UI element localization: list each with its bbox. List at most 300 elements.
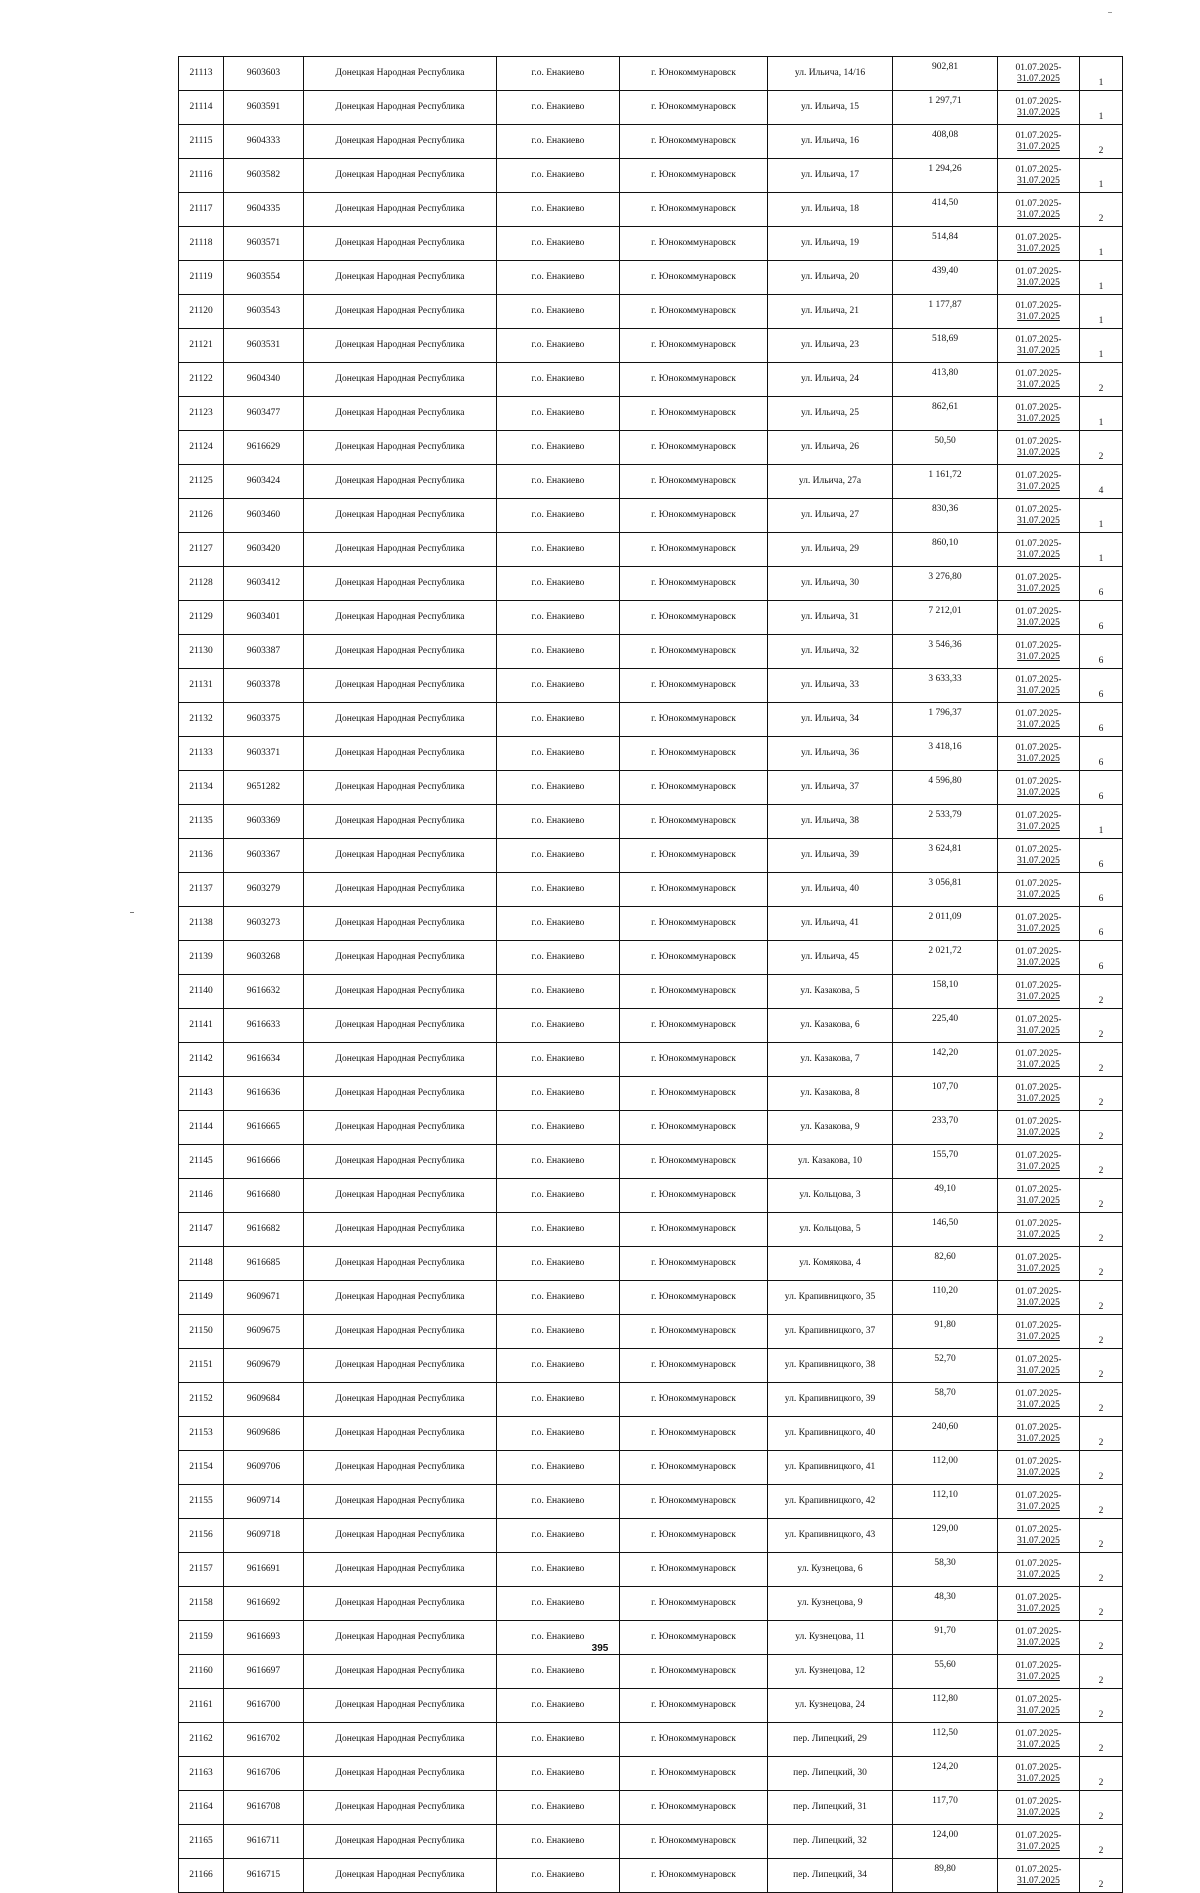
period-end: 31.07.2025 — [1017, 923, 1060, 934]
count-cell: 6 — [1080, 839, 1123, 873]
row-number-cell: 21131 — [179, 669, 224, 703]
period-end: 31.07.2025 — [1017, 1025, 1060, 1036]
row-number-cell: 21124 — [179, 431, 224, 465]
row-number-cell: 21133 — [179, 737, 224, 771]
period-cell — [998, 1451, 1080, 1485]
address-cell: ул. Ильича, 24 — [768, 363, 893, 397]
object-code-cell: 9603279 — [224, 873, 304, 907]
count-cell: 2 — [1080, 1281, 1123, 1315]
city-cell: г. Юнокоммунаровск — [620, 1791, 768, 1825]
object-code-cell: 9603420 — [224, 533, 304, 567]
row-number-cell: 21116 — [179, 159, 224, 193]
period-end: 31.07.2025 — [1017, 379, 1060, 390]
table-row — [179, 635, 1123, 669]
period-start: 01.07.2025- — [1015, 947, 1062, 957]
area-cell: 117,70 — [893, 1791, 998, 1825]
object-code-cell: 9604335 — [224, 193, 304, 227]
count-cell: 2 — [1080, 1077, 1123, 1111]
address-cell: ул. Крапивницкого, 42 — [768, 1485, 893, 1519]
table-row — [179, 805, 1123, 839]
table-row — [179, 1043, 1123, 1077]
period-start: 01.07.2025- — [1015, 539, 1062, 549]
district-cell: г.о. Енакиево — [497, 1009, 620, 1043]
period-cell — [998, 873, 1080, 907]
period-cell — [998, 91, 1080, 125]
address-cell: пер. Липецкий, 30 — [768, 1757, 893, 1791]
count-cell: 2 — [1080, 431, 1123, 465]
region-cell: Донецкая Народная Республика — [304, 1315, 497, 1349]
period-cell — [998, 431, 1080, 465]
period-cell — [998, 261, 1080, 295]
address-cell: ул. Крапивницкого, 43 — [768, 1519, 893, 1553]
count-cell: 2 — [1080, 125, 1123, 159]
period-cell — [998, 57, 1080, 91]
address-cell: ул. Казакова, 8 — [768, 1077, 893, 1111]
area-cell: 124,00 — [893, 1825, 998, 1859]
table-row — [179, 193, 1123, 227]
period-start: 01.07.2025- — [1015, 505, 1062, 515]
period-cell — [998, 363, 1080, 397]
district-cell: г.о. Енакиево — [497, 941, 620, 975]
city-cell: г. Юнокоммунаровск — [620, 125, 768, 159]
period-cell — [998, 1757, 1080, 1791]
period-end: 31.07.2025 — [1017, 1365, 1060, 1376]
period-cell — [998, 1859, 1080, 1893]
period-start: 01.07.2025- — [1015, 335, 1062, 345]
city-cell: г. Юнокоммунаровск — [620, 1111, 768, 1145]
district-cell: г.о. Енакиево — [497, 1859, 620, 1893]
city-cell: г. Юнокоммунаровск — [620, 91, 768, 125]
area-cell: 112,00 — [893, 1451, 998, 1485]
area-cell: 142,20 — [893, 1043, 998, 1077]
city-cell: г. Юнокоммунаровск — [620, 1859, 768, 1893]
object-code-cell: 9616680 — [224, 1179, 304, 1213]
area-cell: 1 294,26 — [893, 159, 998, 193]
period-start: 01.07.2025- — [1015, 1525, 1062, 1535]
city-cell: г. Юнокоммунаровск — [620, 465, 768, 499]
city-cell: г. Юнокоммунаровск — [620, 771, 768, 805]
area-cell: 233,70 — [893, 1111, 998, 1145]
count-cell: 2 — [1080, 1213, 1123, 1247]
count-cell: 6 — [1080, 737, 1123, 771]
city-cell: г. Юнокоммунаровск — [620, 1247, 768, 1281]
region-cell: Донецкая Народная Республика — [304, 601, 497, 635]
object-code-cell: 9616691 — [224, 1553, 304, 1587]
row-number-cell: 21149 — [179, 1281, 224, 1315]
row-number-cell: 21123 — [179, 397, 224, 431]
period-end: 31.07.2025 — [1017, 1739, 1060, 1750]
city-cell: г. Юнокоммунаровск — [620, 567, 768, 601]
area-cell: 7 212,01 — [893, 601, 998, 635]
period-cell — [998, 295, 1080, 329]
address-cell: ул. Ильича, 41 — [768, 907, 893, 941]
period-cell — [998, 1009, 1080, 1043]
scan-mark — [130, 912, 134, 913]
count-cell: 2 — [1080, 1349, 1123, 1383]
district-cell: г.о. Енакиево — [497, 295, 620, 329]
object-code-cell: 9609706 — [224, 1451, 304, 1485]
district-cell: г.о. Енакиево — [497, 1553, 620, 1587]
address-cell: ул. Крапивницкого, 38 — [768, 1349, 893, 1383]
period-cell — [998, 465, 1080, 499]
address-cell: ул. Ильича, 21 — [768, 295, 893, 329]
address-cell: ул. Ильича, 26 — [768, 431, 893, 465]
region-cell: Донецкая Народная Республика — [304, 533, 497, 567]
object-code-cell: 9603424 — [224, 465, 304, 499]
district-cell: г.о. Енакиево — [497, 193, 620, 227]
table-row — [179, 1077, 1123, 1111]
table-row — [179, 1179, 1123, 1213]
area-cell: 3 633,33 — [893, 669, 998, 703]
row-number-cell: 21152 — [179, 1383, 224, 1417]
period-cell — [998, 1383, 1080, 1417]
city-cell: г. Юнокоммунаровск — [620, 363, 768, 397]
period-end: 31.07.2025 — [1017, 685, 1060, 696]
table-row — [179, 1349, 1123, 1383]
count-cell: 1 — [1080, 159, 1123, 193]
region-cell: Донецкая Народная Республика — [304, 669, 497, 703]
object-code-cell: 9603268 — [224, 941, 304, 975]
object-code-cell: 9603367 — [224, 839, 304, 873]
period-start: 01.07.2025- — [1015, 63, 1062, 73]
row-number-cell: 21147 — [179, 1213, 224, 1247]
address-cell: ул. Ильича, 14/16 — [768, 57, 893, 91]
object-code-cell: 9603554 — [224, 261, 304, 295]
table-row — [179, 669, 1123, 703]
period-end: 31.07.2025 — [1017, 175, 1060, 186]
address-cell: ул. Крапивницкого, 41 — [768, 1451, 893, 1485]
object-code-cell: 9609718 — [224, 1519, 304, 1553]
row-number-cell: 21129 — [179, 601, 224, 635]
row-number-cell: 21146 — [179, 1179, 224, 1213]
period-end: 31.07.2025 — [1017, 1399, 1060, 1410]
period-end: 31.07.2025 — [1017, 209, 1060, 220]
table-row — [179, 397, 1123, 431]
area-cell: 3 056,81 — [893, 873, 998, 907]
period-start: 01.07.2025- — [1015, 97, 1062, 107]
object-code-cell: 9603412 — [224, 567, 304, 601]
table-row — [179, 159, 1123, 193]
count-cell: 2 — [1080, 1417, 1123, 1451]
count-cell: 2 — [1080, 1179, 1123, 1213]
period-cell — [998, 1587, 1080, 1621]
address-cell: ул. Ильича, 36 — [768, 737, 893, 771]
count-cell: 2 — [1080, 1315, 1123, 1349]
table-row — [179, 295, 1123, 329]
region-cell: Донецкая Народная Республика — [304, 1281, 497, 1315]
period-end: 31.07.2025 — [1017, 107, 1060, 118]
period-end: 31.07.2025 — [1017, 345, 1060, 356]
address-cell: ул. Ильича, 17 — [768, 159, 893, 193]
row-number-cell: 21153 — [179, 1417, 224, 1451]
period-start: 01.07.2025- — [1015, 233, 1062, 243]
period-end: 31.07.2025 — [1017, 1297, 1060, 1308]
period-end: 31.07.2025 — [1017, 821, 1060, 832]
city-cell: г. Юнокоммунаровск — [620, 1451, 768, 1485]
city-cell: г. Юнокоммунаровск — [620, 329, 768, 363]
area-cell: 3 276,80 — [893, 567, 998, 601]
area-cell: 91,70 — [893, 1621, 998, 1655]
period-start: 01.07.2025- — [1015, 1015, 1062, 1025]
object-code-cell: 9604340 — [224, 363, 304, 397]
area-cell: 107,70 — [893, 1077, 998, 1111]
object-code-cell: 9603460 — [224, 499, 304, 533]
object-code-cell: 9616706 — [224, 1757, 304, 1791]
period-start: 01.07.2025- — [1015, 1661, 1062, 1671]
region-cell: Донецкая Народная Республика — [304, 907, 497, 941]
period-start: 01.07.2025- — [1015, 845, 1062, 855]
address-cell: ул. Ильича, 31 — [768, 601, 893, 635]
region-cell: Донецкая Народная Республика — [304, 1587, 497, 1621]
object-code-cell: 9616633 — [224, 1009, 304, 1043]
region-cell: Донецкая Народная Республика — [304, 1145, 497, 1179]
count-cell: 2 — [1080, 1451, 1123, 1485]
region-cell: Донецкая Народная Республика — [304, 1723, 497, 1757]
row-number-cell: 21132 — [179, 703, 224, 737]
object-code-cell: 9616692 — [224, 1587, 304, 1621]
address-cell: пер. Липецкий, 32 — [768, 1825, 893, 1859]
period-cell — [998, 1043, 1080, 1077]
object-code-cell: 9603571 — [224, 227, 304, 261]
region-cell: Донецкая Народная Республика — [304, 1791, 497, 1825]
period-cell — [998, 1111, 1080, 1145]
area-cell: 129,00 — [893, 1519, 998, 1553]
address-cell: ул. Кузнецова, 24 — [768, 1689, 893, 1723]
area-cell: 112,80 — [893, 1689, 998, 1723]
table-row — [179, 703, 1123, 737]
region-cell: Донецкая Народная Республика — [304, 397, 497, 431]
row-number-cell: 21164 — [179, 1791, 224, 1825]
period-end: 31.07.2025 — [1017, 1705, 1060, 1716]
region-cell: Донецкая Народная Республика — [304, 363, 497, 397]
period-end: 31.07.2025 — [1017, 617, 1060, 628]
area-cell: 860,10 — [893, 533, 998, 567]
address-cell: ул. Кузнецова, 6 — [768, 1553, 893, 1587]
row-number-cell: 21140 — [179, 975, 224, 1009]
table-row — [179, 57, 1123, 91]
row-number-cell: 21161 — [179, 1689, 224, 1723]
table-row — [179, 1519, 1123, 1553]
area-cell: 4 596,80 — [893, 771, 998, 805]
period-end: 31.07.2025 — [1017, 1773, 1060, 1784]
area-cell: 50,50 — [893, 431, 998, 465]
period-cell — [998, 1315, 1080, 1349]
row-number-cell: 21163 — [179, 1757, 224, 1791]
count-cell: 2 — [1080, 1553, 1123, 1587]
address-cell: пер. Липецкий, 31 — [768, 1791, 893, 1825]
address-cell: ул. Крапивницкого, 37 — [768, 1315, 893, 1349]
area-cell: 240,60 — [893, 1417, 998, 1451]
district-cell: г.о. Енакиево — [497, 737, 620, 771]
district-cell: г.о. Енакиево — [497, 1417, 620, 1451]
count-cell: 6 — [1080, 669, 1123, 703]
district-cell: г.о. Енакиево — [497, 1383, 620, 1417]
object-code-cell: 9609675 — [224, 1315, 304, 1349]
region-cell: Донецкая Народная Республика — [304, 1655, 497, 1689]
registry-sheet — [178, 56, 1123, 1893]
period-end: 31.07.2025 — [1017, 651, 1060, 662]
row-number-cell: 21158 — [179, 1587, 224, 1621]
object-code-cell: 9603378 — [224, 669, 304, 703]
period-start: 01.07.2025- — [1015, 1151, 1062, 1161]
object-code-cell: 9609686 — [224, 1417, 304, 1451]
period-end: 31.07.2025 — [1017, 583, 1060, 594]
city-cell: г. Юнокоммунаровск — [620, 499, 768, 533]
count-cell: 6 — [1080, 873, 1123, 907]
period-start: 01.07.2025- — [1015, 1729, 1062, 1739]
count-cell: 2 — [1080, 1621, 1123, 1655]
row-number-cell: 21162 — [179, 1723, 224, 1757]
district-cell: г.о. Енакиево — [497, 1757, 620, 1791]
district-cell: г.о. Енакиево — [497, 227, 620, 261]
period-end: 31.07.2025 — [1017, 991, 1060, 1002]
object-code-cell: 9603603 — [224, 57, 304, 91]
row-number-cell: 21166 — [179, 1859, 224, 1893]
count-cell: 2 — [1080, 1689, 1123, 1723]
area-cell: 2 021,72 — [893, 941, 998, 975]
table-row — [179, 499, 1123, 533]
district-cell: г.о. Енакиево — [497, 533, 620, 567]
period-cell — [998, 533, 1080, 567]
period-cell — [998, 567, 1080, 601]
count-cell: 2 — [1080, 1485, 1123, 1519]
area-cell: 862,61 — [893, 397, 998, 431]
table-row — [179, 1825, 1123, 1859]
area-cell: 58,70 — [893, 1383, 998, 1417]
period-cell — [998, 805, 1080, 839]
region-cell: Донецкая Народная Республика — [304, 1213, 497, 1247]
address-cell: ул. Казакова, 10 — [768, 1145, 893, 1179]
period-cell — [998, 635, 1080, 669]
city-cell: г. Юнокоммунаровск — [620, 1825, 768, 1859]
row-number-cell: 21120 — [179, 295, 224, 329]
period-cell — [998, 125, 1080, 159]
period-cell — [998, 1179, 1080, 1213]
area-cell: 158,10 — [893, 975, 998, 1009]
area-cell: 112,50 — [893, 1723, 998, 1757]
city-cell: г. Юнокоммунаровск — [620, 1043, 768, 1077]
row-number-cell: 21119 — [179, 261, 224, 295]
address-cell: ул. Ильича, 37 — [768, 771, 893, 805]
region-cell: Донецкая Народная Республика — [304, 1383, 497, 1417]
row-number-cell: 21142 — [179, 1043, 224, 1077]
region-cell: Донецкая Народная Республика — [304, 91, 497, 125]
address-cell: ул. Ильича, 16 — [768, 125, 893, 159]
row-number-cell: 21128 — [179, 567, 224, 601]
period-start: 01.07.2025- — [1015, 1627, 1062, 1637]
district-cell: г.о. Енакиево — [497, 703, 620, 737]
row-number-cell: 21160 — [179, 1655, 224, 1689]
district-cell: г.о. Енакиево — [497, 1349, 620, 1383]
period-end: 31.07.2025 — [1017, 1637, 1060, 1648]
district-cell: г.о. Енакиево — [497, 1791, 620, 1825]
address-cell: ул. Крапивницкого, 35 — [768, 1281, 893, 1315]
district-cell: г.о. Енакиево — [497, 91, 620, 125]
table-row — [179, 601, 1123, 635]
object-code-cell: 9616666 — [224, 1145, 304, 1179]
city-cell: г. Юнокоммунаровск — [620, 227, 768, 261]
district-cell: г.о. Енакиево — [497, 601, 620, 635]
row-number-cell: 21148 — [179, 1247, 224, 1281]
period-start: 01.07.2025- — [1015, 1831, 1062, 1841]
region-cell: Донецкая Народная Республика — [304, 125, 497, 159]
address-cell: ул. Ильича, 39 — [768, 839, 893, 873]
object-code-cell: 9616711 — [224, 1825, 304, 1859]
area-cell: 902,81 — [893, 57, 998, 91]
region-cell: Донецкая Народная Республика — [304, 567, 497, 601]
object-code-cell: 9616636 — [224, 1077, 304, 1111]
period-cell — [998, 159, 1080, 193]
district-cell: г.о. Енакиево — [497, 567, 620, 601]
period-start: 01.07.2025- — [1015, 1491, 1062, 1501]
object-code-cell: 9616700 — [224, 1689, 304, 1723]
period-start: 01.07.2025- — [1015, 165, 1062, 175]
period-start: 01.07.2025- — [1015, 981, 1062, 991]
row-number-cell: 21155 — [179, 1485, 224, 1519]
address-cell: ул. Ильича, 23 — [768, 329, 893, 363]
object-code-cell: 9609671 — [224, 1281, 304, 1315]
area-cell: 48,30 — [893, 1587, 998, 1621]
period-cell — [998, 193, 1080, 227]
table-row — [179, 1111, 1123, 1145]
region-cell: Донецкая Народная Республика — [304, 57, 497, 91]
city-cell: г. Юнокоммунаровск — [620, 601, 768, 635]
address-cell: ул. Ильича, 30 — [768, 567, 893, 601]
object-code-cell: 9603401 — [224, 601, 304, 635]
district-cell: г.о. Енакиево — [497, 1519, 620, 1553]
city-cell: г. Юнокоммунаровск — [620, 873, 768, 907]
count-cell: 6 — [1080, 635, 1123, 669]
area-cell: 3 546,36 — [893, 635, 998, 669]
district-cell: г.о. Енакиево — [497, 1145, 620, 1179]
count-cell: 2 — [1080, 363, 1123, 397]
row-number-cell: 21143 — [179, 1077, 224, 1111]
object-code-cell: 9616708 — [224, 1791, 304, 1825]
address-cell: ул. Ильича, 19 — [768, 227, 893, 261]
table-row — [179, 1485, 1123, 1519]
area-cell: 408,08 — [893, 125, 998, 159]
region-cell: Донецкая Народная Республика — [304, 1553, 497, 1587]
city-cell: г. Юнокоммунаровск — [620, 839, 768, 873]
area-cell: 89,80 — [893, 1859, 998, 1893]
count-cell: 1 — [1080, 533, 1123, 567]
row-number-cell: 21115 — [179, 125, 224, 159]
count-cell: 1 — [1080, 397, 1123, 431]
district-cell: г.о. Енакиево — [497, 1077, 620, 1111]
period-end: 31.07.2025 — [1017, 1603, 1060, 1614]
address-cell: ул. Ильича, 27а — [768, 465, 893, 499]
district-cell: г.о. Енакиево — [497, 1111, 620, 1145]
address-cell: пер. Липецкий, 34 — [768, 1859, 893, 1893]
period-end: 31.07.2025 — [1017, 73, 1060, 84]
region-cell: Донецкая Народная Республика — [304, 1689, 497, 1723]
area-cell: 439,40 — [893, 261, 998, 295]
period-start: 01.07.2025- — [1015, 1083, 1062, 1093]
period-end: 31.07.2025 — [1017, 447, 1060, 458]
count-cell: 6 — [1080, 941, 1123, 975]
object-code-cell: 9651282 — [224, 771, 304, 805]
area-cell: 112,10 — [893, 1485, 998, 1519]
row-number-cell: 21122 — [179, 363, 224, 397]
period-end: 31.07.2025 — [1017, 1467, 1060, 1478]
count-cell: 2 — [1080, 1587, 1123, 1621]
registry-table — [178, 56, 1123, 1893]
district-cell: г.о. Енакиево — [497, 363, 620, 397]
period-start: 01.07.2025- — [1015, 1559, 1062, 1569]
count-cell: 1 — [1080, 499, 1123, 533]
period-start: 01.07.2025- — [1015, 913, 1062, 923]
address-cell: ул. Комякова, 4 — [768, 1247, 893, 1281]
